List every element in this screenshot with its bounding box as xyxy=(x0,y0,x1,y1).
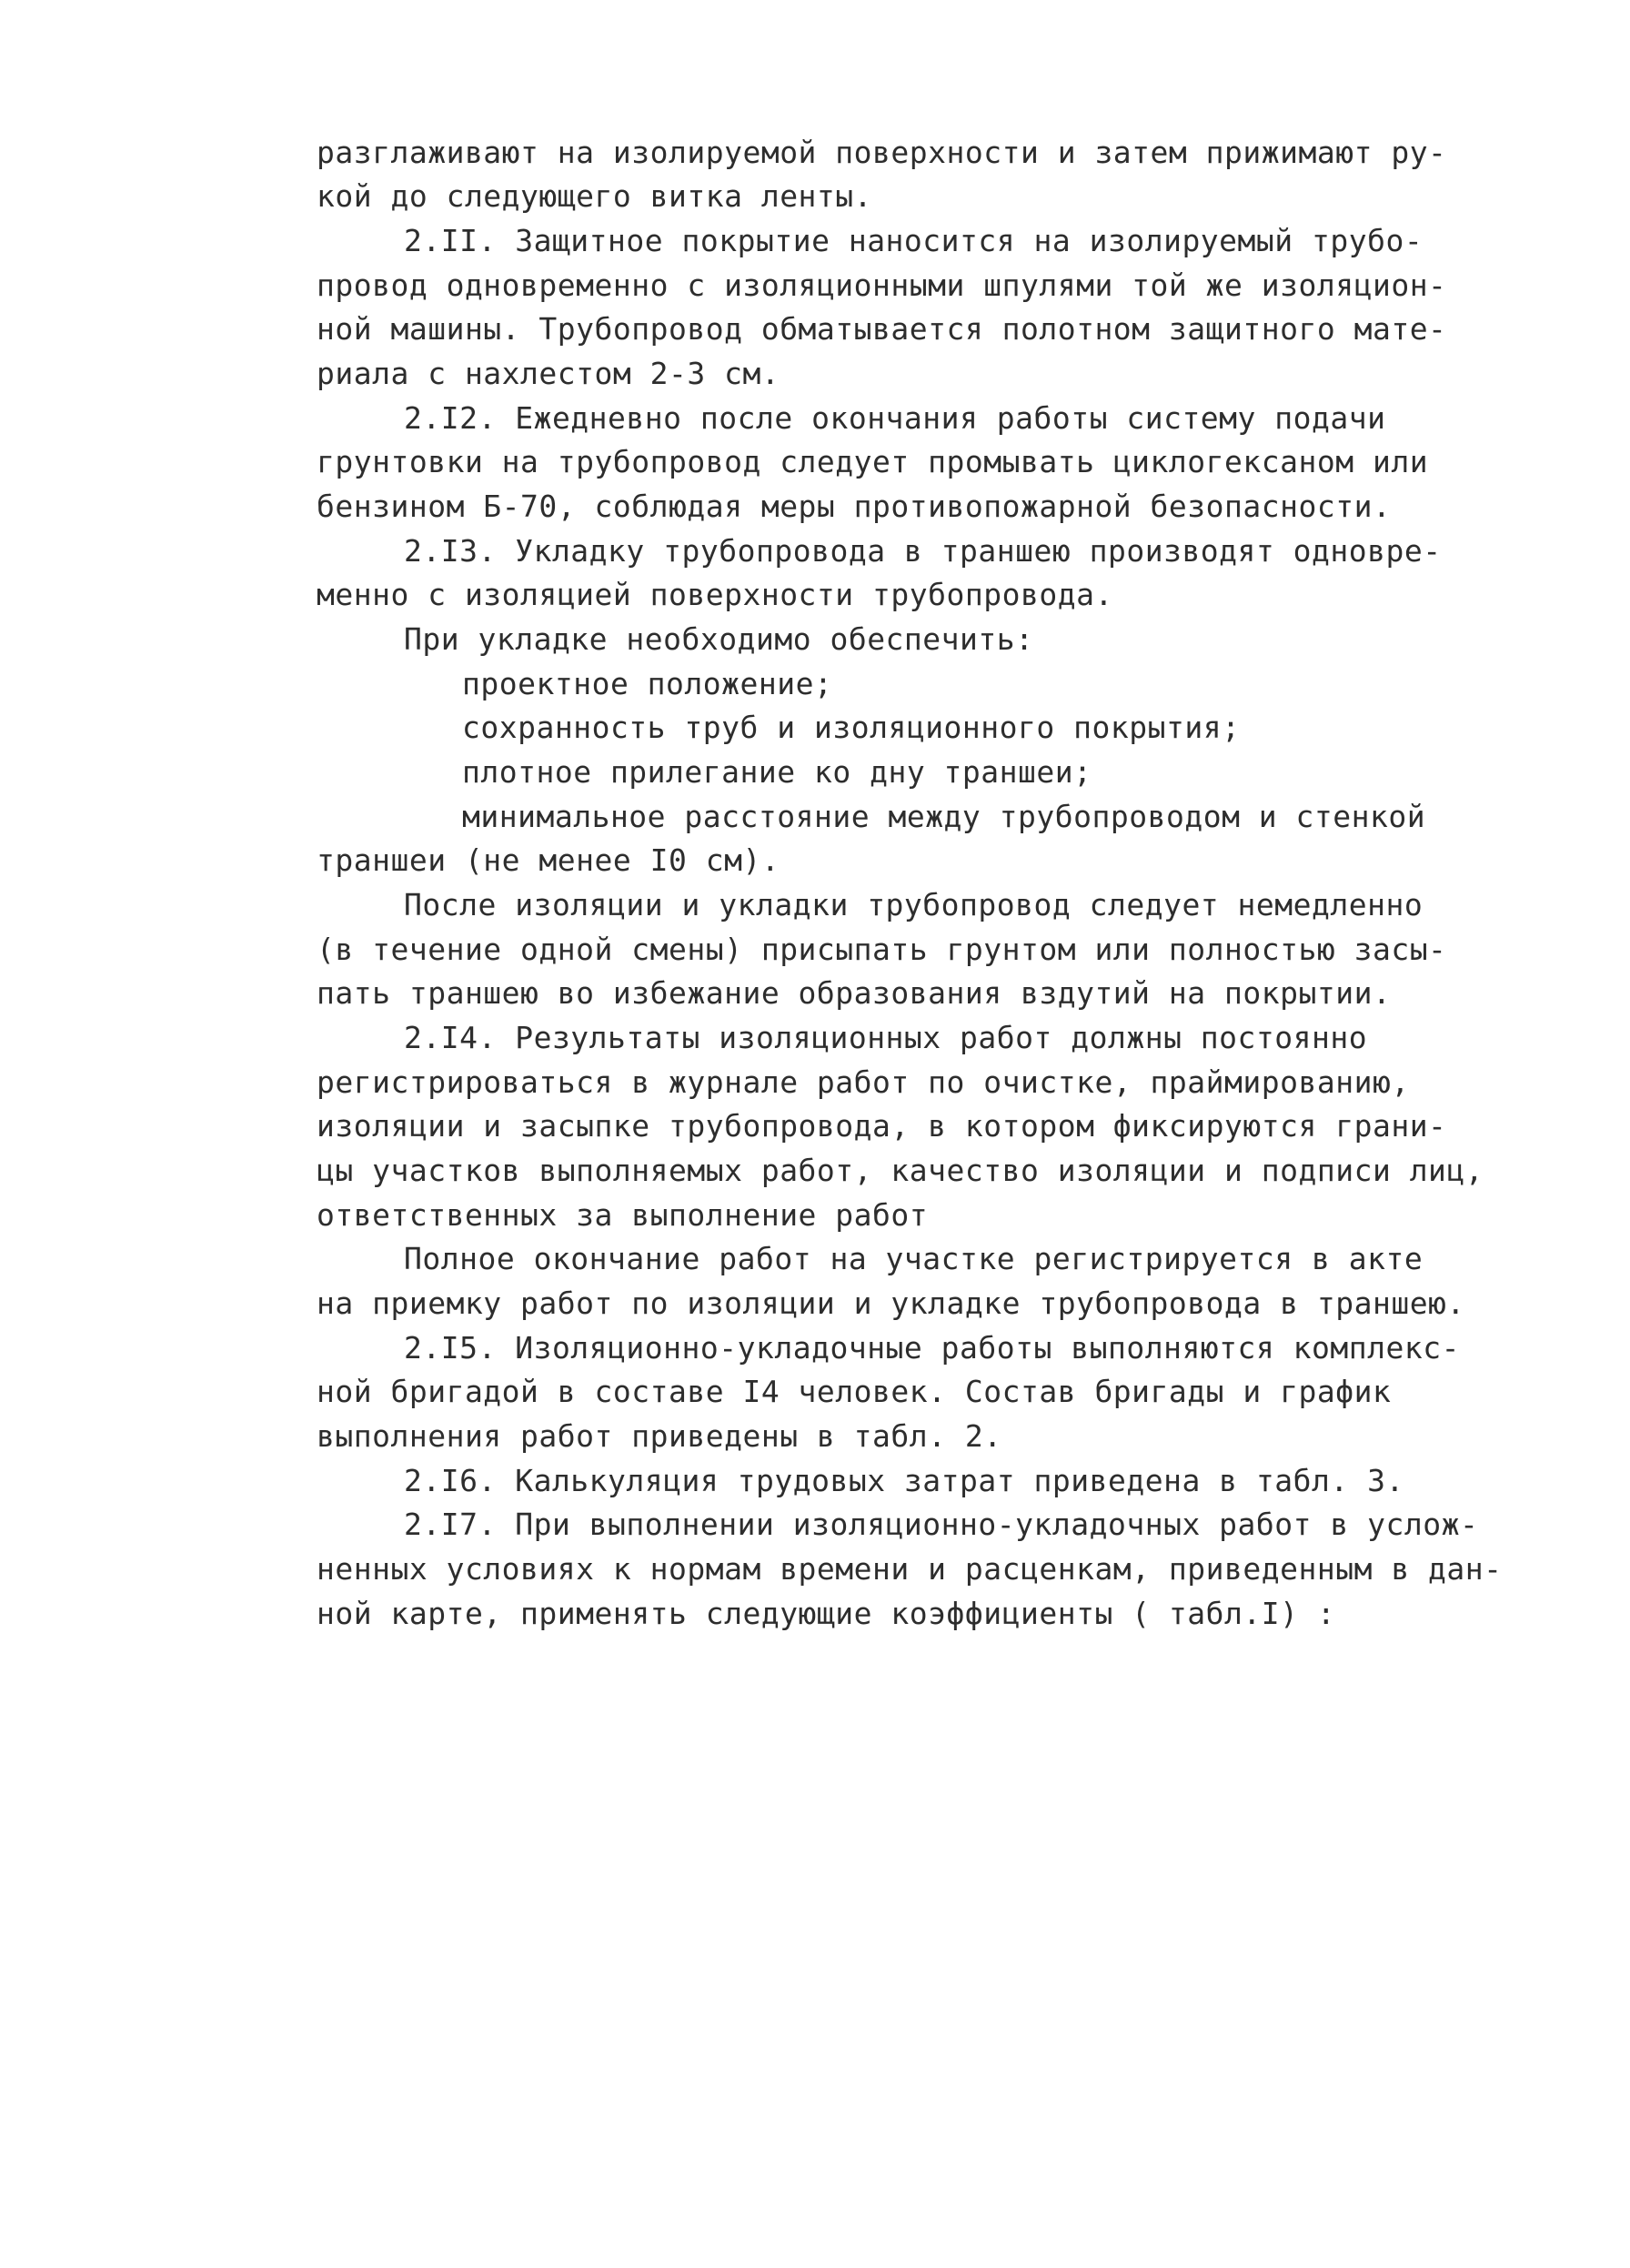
text-line: бензином Б-70, соблюдая меры противопожарной безопасности. xyxy=(317,489,1392,524)
text-line: 2.I5. Изоляционно-укладочные работы выполняются комплекс- xyxy=(404,1330,1460,1366)
text-line: ной бригадой в составе I4 человек. Состав бригады и график xyxy=(317,1374,1392,1409)
text-line: ненных условиях к нормам времени и расценкам, приведенным в дан- xyxy=(317,1551,1503,1587)
text-line: пать траншею во избежание образования вздутий на покрытии. xyxy=(317,975,1392,1011)
text-line: (в течение одной смены) присыпать грунтом или полностью засы- xyxy=(317,932,1447,967)
text-line: Полное окончание работ на участке регистрируется в акте xyxy=(404,1241,1424,1276)
text-line: ответственных за выполнение работ xyxy=(317,1197,929,1233)
text-line: менно с изоляцией поверхности трубопровода. xyxy=(317,577,1113,612)
text-line: сохранность труб и изоляционного покрытия; xyxy=(462,710,1241,745)
text-line: 2.I7. При выполнении изоляционно-укладочных работ в услож- xyxy=(404,1507,1479,1542)
text-line: минимальное расстояние между трубопроводом и стенкой xyxy=(462,799,1426,834)
text-line: грунтовки на трубопровод следует промывать циклогексаном или xyxy=(317,444,1429,479)
text-line: После изоляции и укладки трубопровод следует немедленно xyxy=(404,887,1424,922)
text-line: проектное положение; xyxy=(462,666,833,701)
text-line: на приемку работ по изоляции и укладке трубопровода в траншею. xyxy=(317,1285,1465,1321)
text-line: 2.I3. Укладку трубопровода в траншею производят одновре- xyxy=(404,533,1442,569)
text-line: 2.II. Защитное покрытие наносится на изолируемый трубо- xyxy=(404,223,1424,258)
text-line: регистрироваться в журнале работ по очистке, праймированию, xyxy=(317,1064,1410,1100)
text-line: цы участков выполняемых работ, качество изоляции и подписи лиц, xyxy=(317,1153,1484,1188)
text-line: ной карте, применять следующие коэффициенты ( табл.I) : xyxy=(317,1596,1336,1631)
text-line: риала с нахлестом 2-3 см. xyxy=(317,356,780,391)
text-line: ной машины. Трубопровод обматывается полотном защитного мате- xyxy=(317,311,1447,347)
text-line: траншеи (не менее I0 см). xyxy=(317,842,780,878)
text-line: 2.I2. Ежедневно после окончания работы систему подачи xyxy=(404,400,1386,436)
text-line: выполнения работ приведены в табл. 2. xyxy=(317,1418,1002,1454)
text-line: 2.I6. Калькуляция трудовых затрат приведена в табл. 3. xyxy=(404,1463,1404,1498)
text-line: 2.I4. Результаты изоляционных работ должны постоянно xyxy=(404,1020,1368,1055)
text-line: разглаживают на изолируемой поверхности и затем прижимают ру- xyxy=(317,135,1447,170)
text-line: провод одновременно с изоляционными шпулями той же изоляцион- xyxy=(317,267,1447,303)
text-line: кой до следующего витка ленты. xyxy=(317,178,873,214)
text-line: При укладке необходимо обеспечить: xyxy=(404,621,1034,657)
text-line: изоляции и засыпке трубопровода, в котором фиксируются грани- xyxy=(317,1108,1447,1144)
text-line: плотное прилегание ко дну траншеи; xyxy=(462,754,1092,790)
